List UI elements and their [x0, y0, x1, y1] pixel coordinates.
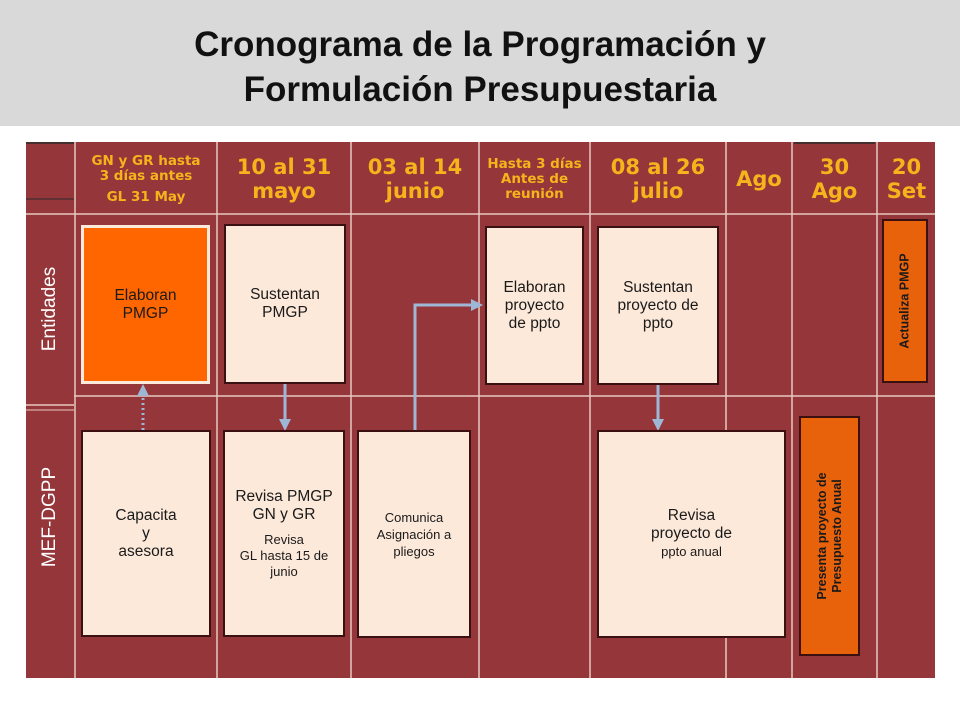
box-sustentan-pmgp-line-2: PMGP — [262, 304, 308, 321]
box-revisa-ppto-line-3: ppto anual — [661, 544, 722, 559]
column-header-3 — [352, 145, 478, 213]
column-header-1-line-2: 3 días antes — [99, 167, 193, 184]
column-header-3-line-2: junio — [385, 179, 445, 203]
box-revisa-ppto-line-1: Revisa — [667, 507, 716, 524]
column-header-6-line-1: Ago — [736, 167, 782, 191]
column-header-2 — [218, 145, 350, 213]
box-comunica-line-1: Comunica — [384, 509, 444, 525]
row-label-entidades: Entidades — [39, 266, 60, 352]
box-sustentan-pmgp — [224, 224, 346, 384]
column-header-4-line-3: reunión — [505, 185, 564, 202]
box-sustentan-pmgp-line-1: Sustentan — [250, 286, 320, 303]
column-header-8 — [878, 145, 935, 213]
box-revisa-ppto-anual — [597, 430, 786, 638]
box-capacita-line-3: asesora — [118, 542, 174, 560]
box-elaboran-ppto — [485, 226, 584, 385]
column-header-7 — [793, 145, 876, 213]
column-header-8-line-2: Set — [886, 179, 927, 203]
box-sustentan-ppto-line-3: ppto — [642, 314, 674, 332]
box-presenta-presupuesto — [799, 416, 860, 656]
box-comunica-line-2: Asignación a — [376, 526, 452, 542]
title-line-2: Formulación Presupuestaria — [243, 70, 717, 109]
box-elaboran-ppto-line-3: de ppto — [508, 314, 561, 332]
box-revisa-pmgp-line-1: Revisa PMGP — [235, 487, 333, 505]
box-revisa-gl-line-1: Revisa — [264, 531, 304, 547]
box-elaboran-ppto-line-1: Elaboran — [503, 278, 566, 296]
box-capacita-line-2: y — [142, 524, 150, 542]
box-elaboran-pmgp-line-1: Elaboran — [114, 286, 177, 304]
box-capacita-line-1: Capacita — [115, 506, 177, 524]
box-comunica-line-3: pliegos — [393, 543, 435, 559]
column-header-5 — [591, 145, 725, 213]
box-presenta-line-2: Presupuesto Anual — [829, 479, 844, 593]
box-sustentan-ppto-line-2: proyecto de — [617, 296, 699, 314]
column-header-1-line-3: GL 31 May — [106, 188, 186, 205]
box-revisa-gl-line-3: junio — [270, 563, 298, 579]
column-header-5-line-1: 08 al 26 — [610, 155, 706, 179]
column-header-2-line-1: 10 al 31 — [236, 155, 332, 179]
box-sustentan-ppto-line-1: Sustentan — [623, 278, 693, 296]
box-actualiza-pmgp-line-1: Actualiza PMGP — [897, 253, 912, 349]
column-header-7-line-2: Ago — [811, 179, 858, 203]
box-revisa-gl-line-2: GL hasta 15 de — [239, 547, 329, 563]
box-actualiza-pmgp — [882, 219, 928, 383]
column-header-3-line-1: 03 al 14 — [367, 155, 463, 179]
box-revisa-gl — [240, 532, 328, 580]
column-header-2-line-2: mayo — [252, 179, 316, 203]
box-comunica-asignacion — [357, 430, 471, 638]
column-header-1-line-1: GN y GR hasta — [91, 152, 201, 169]
column-header-4-line-2: Antes de — [500, 170, 569, 187]
row-label-mef-dgpp: MEF-DGPP — [39, 466, 60, 568]
box-presenta-text — [815, 472, 845, 599]
box-sustentan-ppto — [597, 226, 719, 385]
box-actualiza-pmgp-text — [898, 253, 913, 348]
column-header-7-line-1: 30 — [819, 155, 850, 179]
column-header-4 — [480, 145, 589, 213]
column-header-6 — [727, 145, 791, 213]
box-revisa-pmgp-line-2: GN y GR — [252, 505, 316, 523]
column-header-1 — [76, 145, 216, 213]
column-header-5-line-2: julio — [632, 179, 684, 203]
box-revisa-pmgp — [223, 430, 345, 637]
title-line-1: Cronograma de la Programación y — [194, 25, 766, 64]
box-presenta-line-1: Presenta proyecto de — [814, 472, 829, 600]
box-capacita-asesora — [81, 430, 211, 637]
box-elaboran-ppto-line-2: proyecto — [504, 296, 565, 314]
box-elaboran-pmgp-line-2: PMGP — [122, 304, 169, 322]
column-header-8-line-1: 20 — [891, 155, 922, 179]
box-elaboran-pmgp — [81, 225, 210, 384]
box-revisa-ppto-line-2: proyecto de — [651, 525, 732, 542]
column-header-4-line-1: Hasta 3 días — [487, 155, 582, 172]
